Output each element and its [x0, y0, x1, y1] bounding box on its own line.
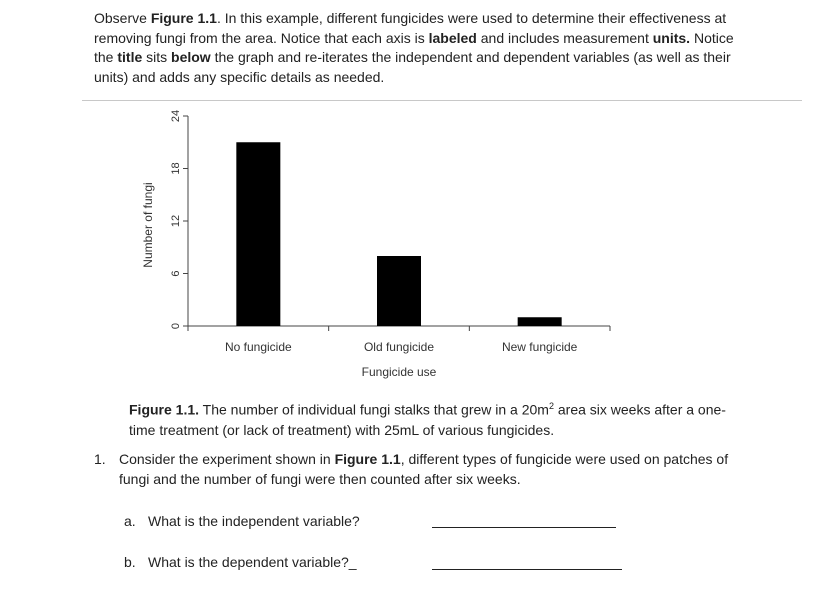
caption-superscript: 2 [548, 401, 554, 411]
intro-text-4: Notice the [94, 29, 734, 66]
intro-text-6: the graph and re-iterates the independent and dependent variables (as well as their units) and adds any specific details as needed. [94, 49, 731, 85]
intro-text-3: and includes measurement [476, 29, 653, 46]
y-tick-label: 18 [169, 162, 182, 175]
question-number: 1. [94, 451, 106, 467]
intro-figure-ref: Figure 1.1 [150, 10, 217, 26]
question-1 [94, 449, 734, 489]
intro-labeled: labeled [428, 29, 477, 46]
answer-blank-a[interactable] [432, 527, 616, 528]
caption-text: The number of individual fungi stalks that grew in a 20m [199, 401, 549, 418]
y-tick-label: 0 [169, 322, 182, 330]
bar [236, 142, 280, 326]
intro-text-5: sits [142, 49, 172, 66]
subquestion-text: What is the dependent variable?_ [148, 554, 357, 570]
figure-caption [129, 396, 739, 440]
intro-below-word: below [171, 49, 211, 66]
intro-text-1: Observe [94, 10, 151, 26]
subquestion-letter: a. [124, 513, 136, 529]
x-tick-label: No fungicide [224, 340, 292, 354]
question-text-2: , different types of fungicide were used on patches of fungi and the number of fungi were then counted after six weeks. [119, 451, 729, 487]
question-body [119, 449, 734, 489]
x-tick-label: Old fungicide [363, 340, 435, 354]
y-tick-label: 6 [169, 270, 182, 277]
x-axis-label: Fungicide use [361, 365, 437, 379]
subquestion-a [124, 511, 360, 531]
subquestion-letter: b. [124, 554, 136, 570]
y-tick-label: 12 [169, 214, 182, 228]
answer-blank-b[interactable] [432, 569, 622, 570]
question-figure-ref: Figure 1.1 [334, 451, 401, 467]
subquestion-b [124, 552, 357, 572]
intro-units: units. [652, 29, 691, 46]
y-axis-label: Number of fungi [141, 182, 156, 268]
question-text-1: Consider the experiment shown in [119, 451, 335, 467]
bar [377, 256, 421, 326]
subquestion-text: What is the independent variable? [148, 513, 360, 529]
x-tick-label: New fungicide [501, 340, 578, 354]
caption-label: Figure 1.1. [129, 401, 200, 418]
caption-text-2: area six weeks after a one-time treatment (or lack of treatment) with 25mL of various fungicides. [129, 401, 726, 438]
bar [518, 317, 562, 326]
intro-text-2: . In this example, different fungicides were used to determine their effectiveness at removing fungi from the area. Notice that each axis is [94, 10, 727, 46]
y-tick-label: 24 [169, 109, 182, 123]
intro-title-word: title [117, 49, 143, 66]
